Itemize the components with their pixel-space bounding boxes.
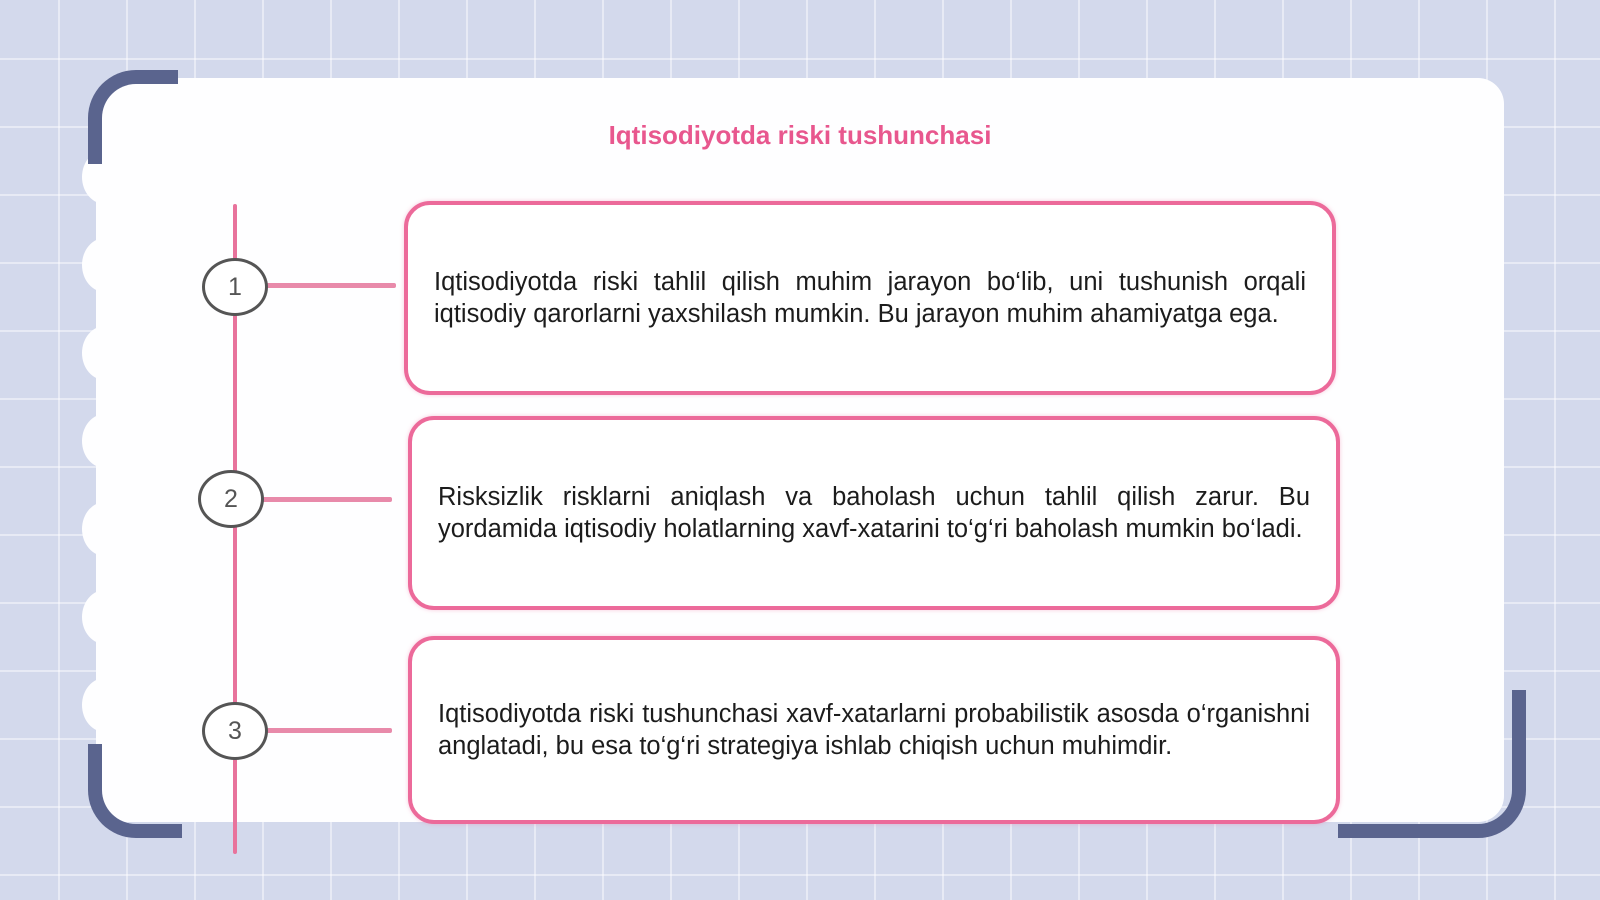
text-box-content: Iqtisodiyotda riski tahlil qilish muhim jarayon bo‘lib, uni tushunish orqali iqtisodiy qarorlarni yaxshilash mumkin. Bu jarayon muhim ahamiyatga ega. xyxy=(434,268,1306,328)
text-box-1 xyxy=(404,201,1336,395)
paper-scallop xyxy=(82,326,128,380)
frame-corner-bottom-left xyxy=(88,744,182,838)
step-marker-3 xyxy=(202,702,268,760)
paper-scallop xyxy=(82,590,128,644)
step-marker-2 xyxy=(198,470,264,528)
paper-scallop xyxy=(82,502,128,556)
connector-line xyxy=(266,728,392,733)
step-number: 3 xyxy=(228,716,242,745)
step-marker-1 xyxy=(202,258,268,316)
paper-scallop xyxy=(82,238,128,292)
paper-scallop xyxy=(82,678,128,732)
step-number: 2 xyxy=(224,484,238,513)
slide-title: Iqtisodiyotda riski tushunchasi xyxy=(608,120,992,150)
text-box-content: Risksizlik risklarni aniqlash va baholash uchun tahlil qilish zarur. Bu yordamida iqtisodiy holatlarning xavf-xatarini to‘g‘ri baholash mumkin bo‘ladi. xyxy=(438,483,1310,543)
text-box-content: Iqtisodiyotda riski tushunchasi xavf-xatarlarni probabilistik asosda o‘rganishni anglatadi, bu esa to‘g‘ri strategiya ishlab chiqish uchun muhimdir. xyxy=(438,700,1310,760)
frame-corner-bottom-right xyxy=(1338,690,1526,838)
step-number: 1 xyxy=(228,272,242,301)
paper-scallop xyxy=(82,414,128,468)
text-box-3 xyxy=(408,636,1340,824)
connector-line xyxy=(266,283,396,288)
text-box-2 xyxy=(408,416,1340,610)
connector-line xyxy=(262,497,392,502)
